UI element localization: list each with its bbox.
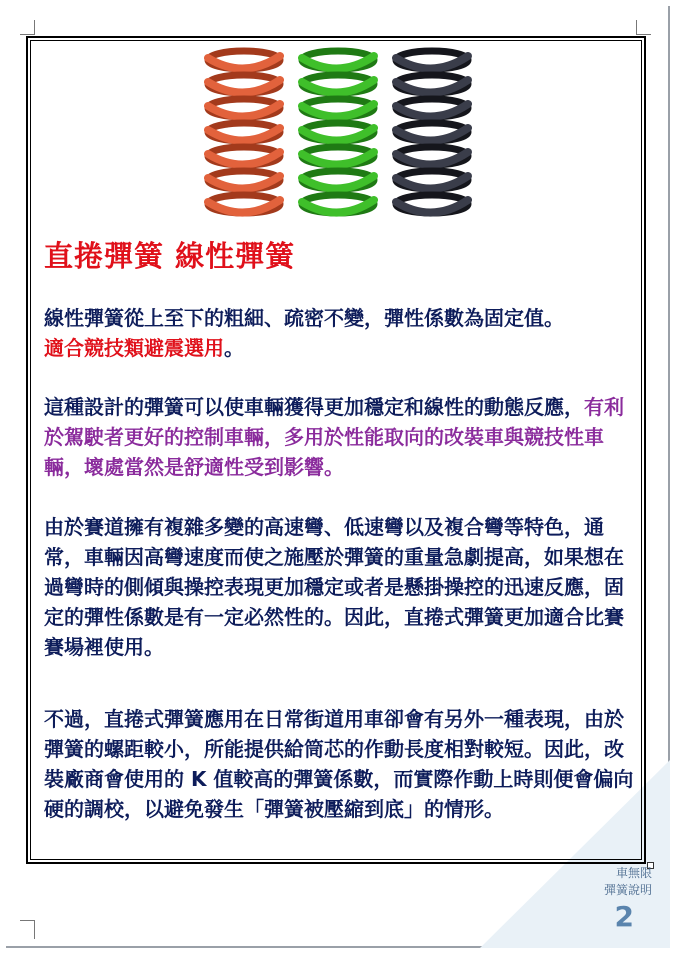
paragraph-3: 由於賽道擁有複雜多變的高速彎、低速彎以及複合彎等特色，通常，車輛因高彎速度而使之施壓於彈簧的重量急劇提高，如果想在過彎時的側傾與操控表現更加穩定或者是懸掛操控的迅速反應，固定的彈性係數是有一定必然性的。因此，直捲式彈簧更加適合比賽賽場裡使用。 [44,515,624,659]
orange-spring [208,51,280,213]
page-title: 直捲彈簧 線性彈簧 [44,239,296,273]
page-number: 2 [614,900,634,933]
green-spring [302,51,374,213]
paragraph-1-highlight: 適合競技類避震選用 [44,336,224,360]
springs-image [196,46,486,224]
paragraph-1-text: 線性彈簧從上至下的粗細、疏密不變，彈性係數為固定值。 [44,306,564,330]
paragraph-4: 不過，直捲式彈簧應用在日常街道用車卻會有另外一種表現，由於彈簧的螺距較小，所能提供給筒芯的作動長度相對較短。因此，改裝廠商會使用的 K 值較高的彈簧係數，而實際作動上時則便會偏向硬的調校，以避免發生「彈簧被壓縮到底」的情形。 [44,707,634,821]
black-spring [396,51,468,213]
crop-mark-top-left [20,20,35,35]
crop-mark-top-right [636,20,651,35]
footer-section: 彈簧說明 [603,883,652,897]
paragraph-2 [44,392,640,482]
footer-brand: 車無限 [615,866,652,880]
paragraph-1 [44,303,640,363]
paragraph-1-end: 。 [224,336,244,360]
paragraph-2-text: 這種設計的彈簧可以使車輛獲得更加穩定和線性的動態反應， [44,395,584,419]
crop-mark-bottom-left [20,920,35,939]
paragraph-2-highlight: 有利於駕駛者更好的控制車輛，多用於性能取向的改裝車與競技性車輛，壞處當然是舒適性受到影響。 [44,395,624,479]
